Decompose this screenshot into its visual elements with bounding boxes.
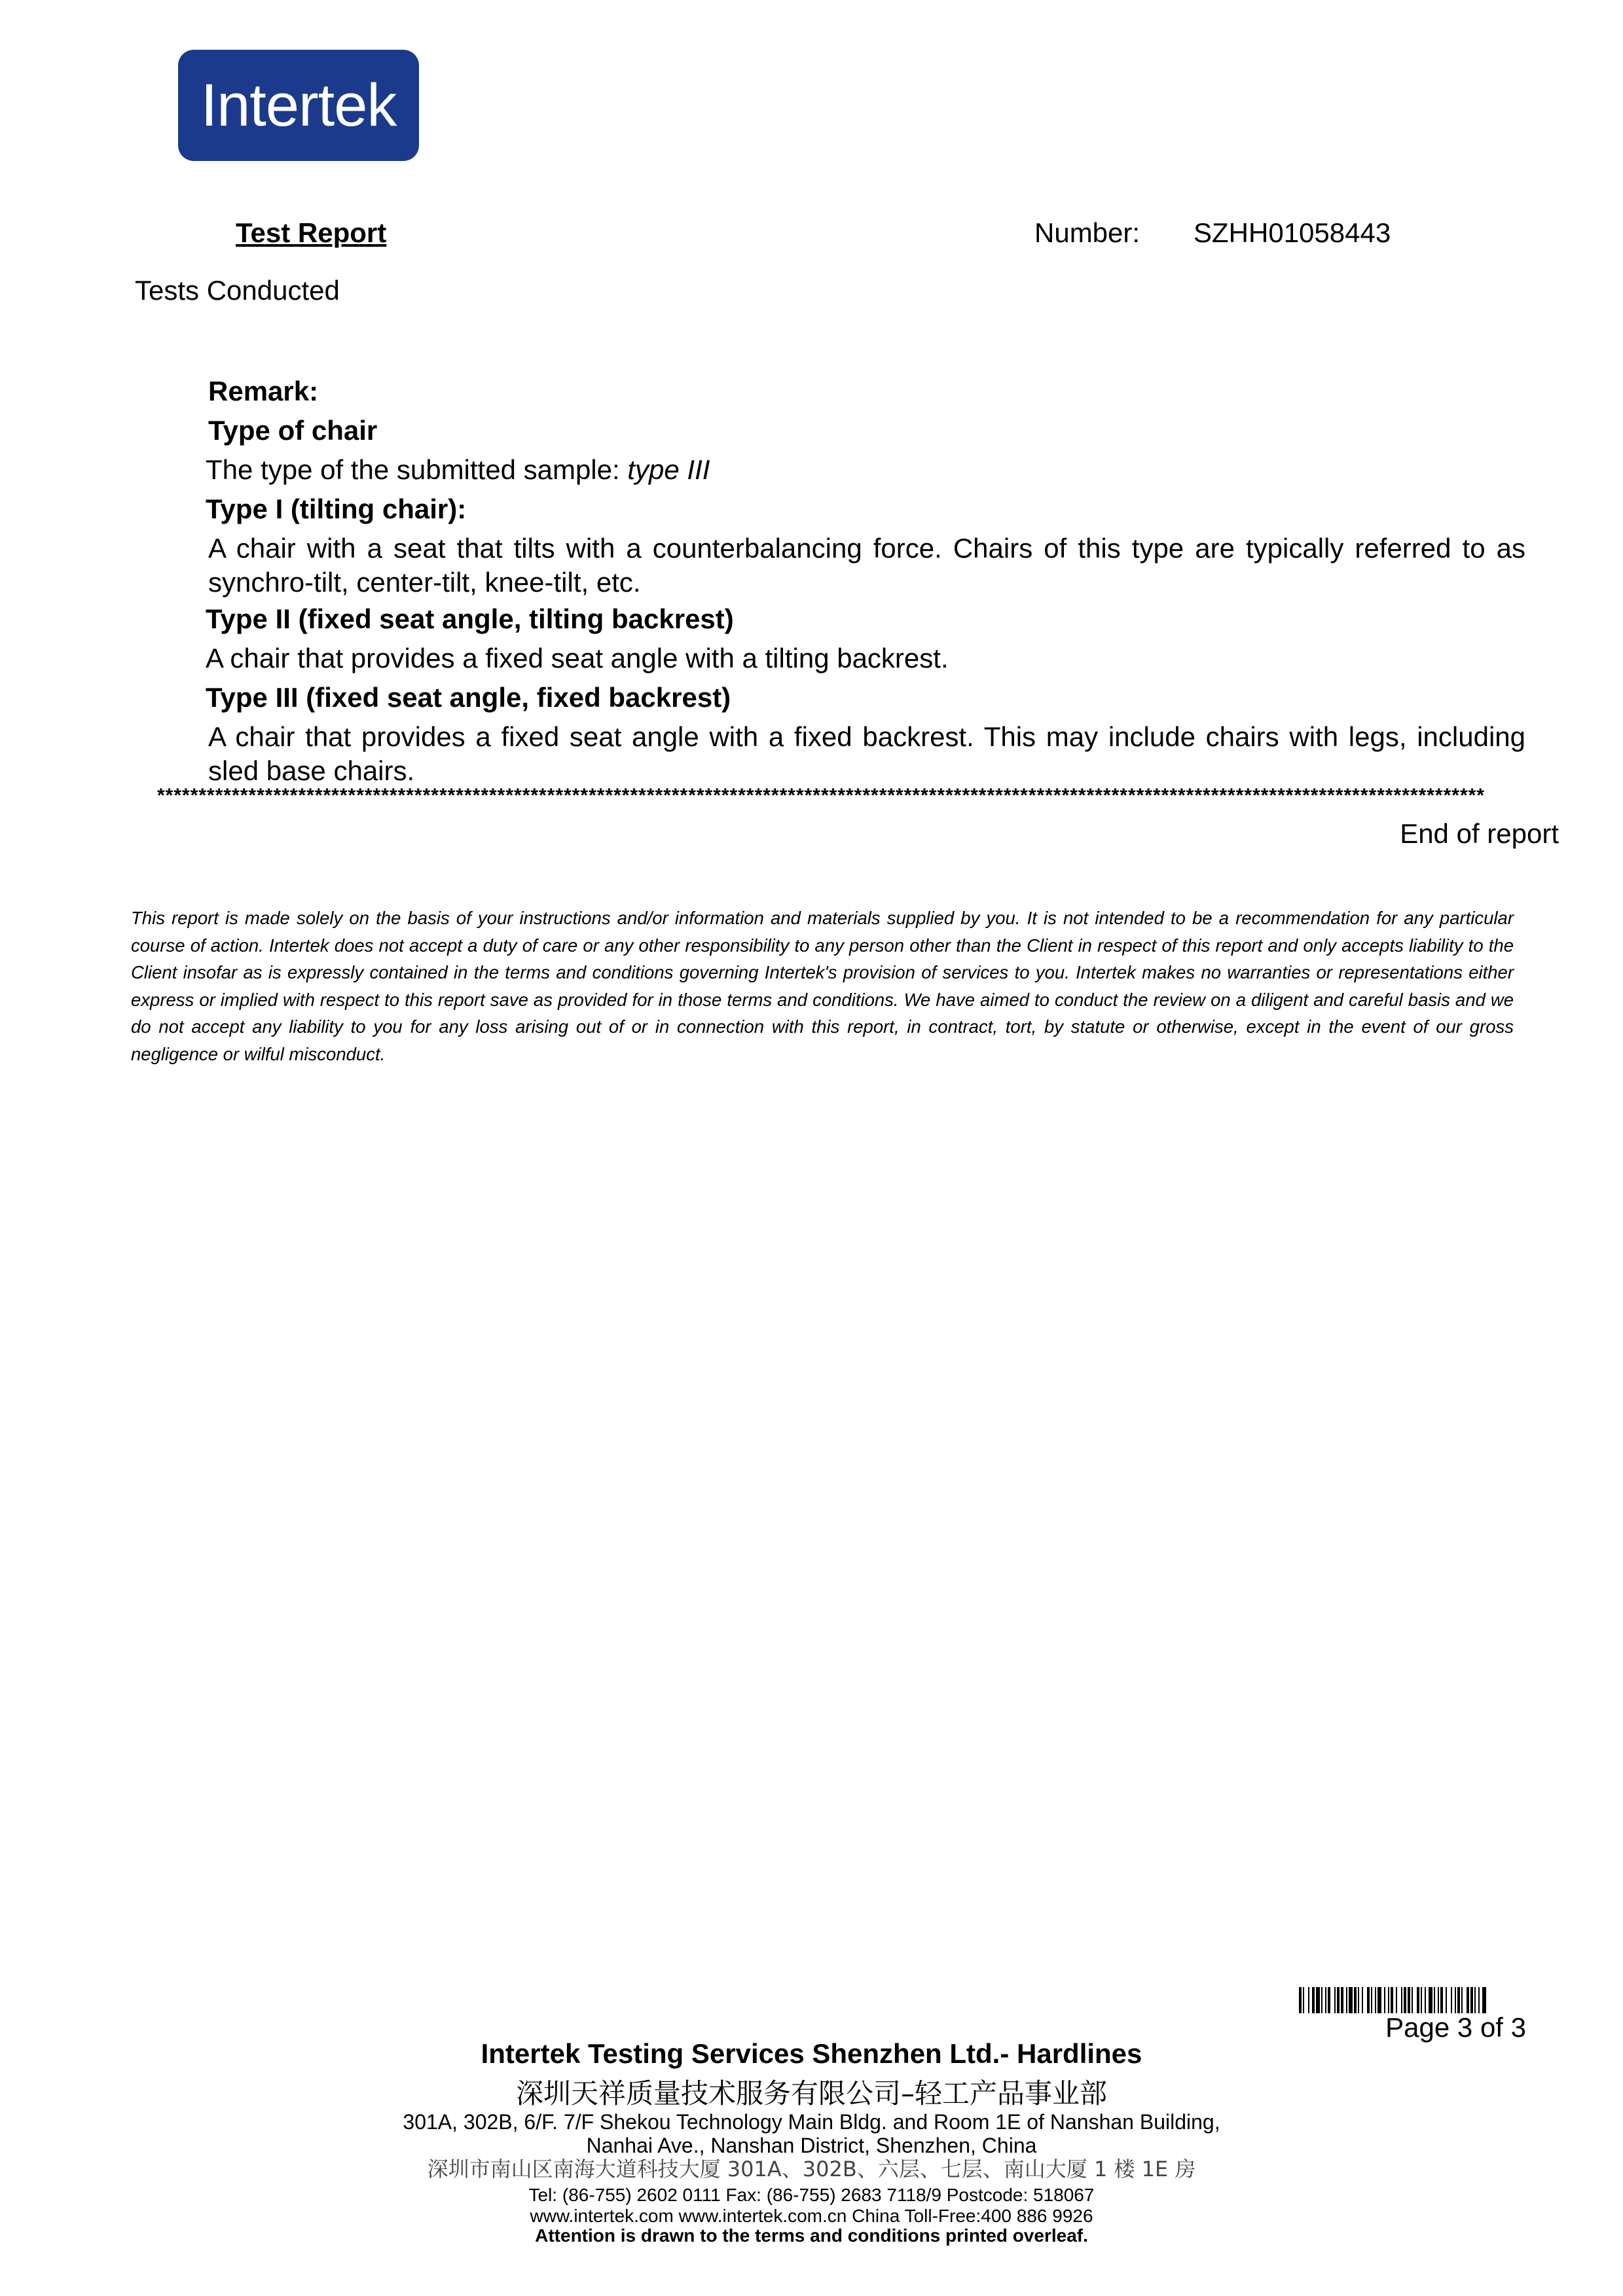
report-number-value: SZHH01058443 xyxy=(1194,217,1391,248)
type-of-chair-heading: Type of chair xyxy=(208,415,378,446)
section-heading: Tests Conducted xyxy=(135,275,340,306)
type-2-heading: Type II (fixed seat angle, tilting backrest) xyxy=(206,603,734,634)
footer-websites: www.intertek.com www.intertek.com.cn China Toll-Free:400 886 9926 xyxy=(530,2206,1093,2226)
asterisk-separator: **************************************************************************************************************************************************************** xyxy=(157,785,1485,806)
report-number-label: Number: xyxy=(1034,217,1140,248)
type-1-heading: Type I (tilting chair): xyxy=(206,493,467,524)
submitted-sample-type xyxy=(206,453,710,487)
footer-contact-phone: Tel: (86-755) 2602 0111 Fax: (86-755) 2683 7118/9 Postcode: 518067 xyxy=(528,2185,1095,2205)
footer-address-line-2: Nanhai Ave., Nanshan District, Shenzhen, China xyxy=(586,2134,1037,2157)
footer-address-cn: 深圳市南山区南海大道科技大厦 301A、302B、六层、七层、南山大厦 1 楼 1E 房 xyxy=(427,2157,1196,2181)
type-1-description: A chair with a seat that tilts with a counterbalancing force. Chairs of this type are typically referred to as synchro-tilt, center-tilt, knee-tilt, etc. xyxy=(208,533,1525,598)
footer-attention-note: Attention is drawn to the terms and conditions printed overleaf. xyxy=(535,2225,1088,2246)
intertek-logo xyxy=(178,50,419,161)
report-title: Test Report xyxy=(236,217,387,248)
page-number: Page 3 of 3 xyxy=(1385,2012,1526,2043)
barcode xyxy=(1299,1987,1528,2013)
remark-label: Remark: xyxy=(208,376,319,406)
type-3-heading: Type III (fixed seat angle, fixed backrest) xyxy=(206,682,731,713)
end-of-report: End of report xyxy=(1400,818,1559,849)
footer-company-name-cn: 深圳天祥质量技术服务有限公司–轻工产品事业部 xyxy=(515,2077,1107,2109)
logo-text: Intertek xyxy=(200,71,397,139)
footer-address-line-1: 301A, 302B, 6/F. 7/F Shekou Technology Main Bldg. and Room 1E of Nanshan Building, xyxy=(403,2110,1220,2134)
type-3-description: A chair that provides a fixed seat angle with a fixed backrest. This may include chairs with legs, including sled base chairs. xyxy=(208,721,1525,786)
type-2-description: A chair that provides a fixed seat angle with a tilting backrest. xyxy=(206,643,949,673)
sample-type-value: type III xyxy=(627,454,710,485)
sample-prefix: The type of the submitted sample: xyxy=(206,454,628,485)
footer-company-name: Intertek Testing Services Shenzhen Ltd.- Hardlines xyxy=(481,2038,1142,2069)
legal-disclaimer: This report is made solely on the basis of your instructions and/or information and materials supplied by you. It is not intended to be a recommendation for any particular course of action. Intertek does not accept a duty of care or any other responsibility to any person other than the Client in respect of this report and only accepts liability to the Client insofar as is expressly contained in the terms and conditions governing Intertek's provision of services to you. Intertek makes no warranties or representations either express or implied with respect to this report save as provided for in those terms and conditions. We have aimed to conduct the review on a diligent and careful basis and we do not accept any liability to you for any loss arising out of or in connection with this report, in contract, tort, by statute or otherwise, except in the event of our gross negligence or wilful misconduct. xyxy=(131,908,1514,1064)
